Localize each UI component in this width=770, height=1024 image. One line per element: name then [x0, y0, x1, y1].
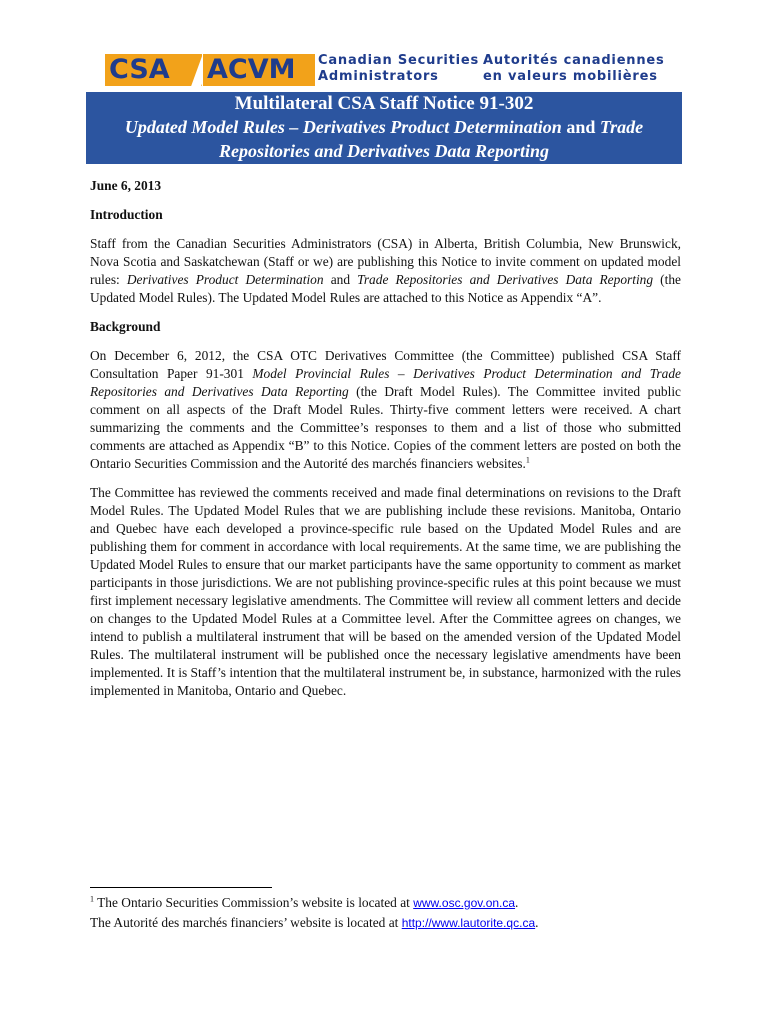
- introduction-heading: Introduction: [90, 207, 163, 222]
- background-text-a: On December 6, 2012, the CSA OTC Derivatives Committee (the Committee) published CSA Staff Consultation Paper 91-301: [90, 348, 681, 381]
- footnote-line-1: [90, 893, 690, 913]
- subtitle-part1: Updated Model Rules – Derivatives Product Determination: [124, 117, 562, 137]
- org-name-english: [318, 53, 479, 85]
- footnote-divider: [90, 887, 272, 888]
- background-heading: Background: [90, 319, 161, 334]
- org-en-line1: Canadian Securities: [318, 53, 480, 68]
- amf-website-link[interactable]: http://www.lautorite.qc.ca: [401, 916, 536, 930]
- footnote-reference[interactable]: 1: [525, 455, 530, 465]
- intro-text-a: Staff from the Canadian Securities Administrators (CSA) in Alberta, British Columbia, New Brunswick, Nova Scotia and Saskatchewan (Staff or we) are publishing this Notice to invite comment on updated model rules:: [90, 236, 681, 287]
- consultation-paper-title: Model Provincial Rules – Derivatives Product Determination and Trade Repositories and Derivatives Data Reporting: [90, 366, 681, 399]
- footnote-line-2: [90, 913, 690, 933]
- osc-website-link[interactable]: www.osc.gov.on.ca: [413, 896, 516, 910]
- background-paragraph-1: [90, 347, 681, 473]
- subtitle-and: and: [561, 117, 600, 137]
- background-paragraph-2: The Committee has reviewed the comments received and made final determinations on revisions to the Draft Model Rules. The Updated Model Rules that we are publishing include these revisions. Manitoba, Ontario and Quebec have each developed a province-specific rule based on the Updated Model Rules and are publishing them for comment in accordance with local requirements. At the same time, we are publishing the Updated Model Rules to ensure that our market participants have the same opportunity to comment as market participants in those jurisdictions. We are not publishing province-specific rules at this point because we must first implement necessary legislative amendments. The Committee will review all comment letters and decide on changes to the Updated Model Rules at a Committee level. After the Committee agrees on changes, we intend to publish a multilateral instrument that will be based on the amended version of the Updated Model Rules. The multilateral instrument will be published once the necessary legislative amendments have been implemented. It is Staff’s intention that the multilateral instrument be, in substance, harmonized with the rules implemented in Manitoba, Ontario and Quebec.: [90, 485, 681, 698]
- notice-date: June 6, 2013: [90, 178, 162, 193]
- org-fr-line2: en valeurs mobilières: [483, 69, 658, 84]
- intro-rule-name-1: Derivatives Product Determination: [126, 272, 324, 287]
- logo-acvm-mark: ACVM: [203, 54, 315, 86]
- footnote-text-1: The Ontario Securities Commission’s website is located at: [94, 895, 414, 910]
- subtitle-part2: Trade Repositories and Derivatives Data Reporting: [219, 117, 644, 161]
- notice-subtitle: [86, 115, 682, 163]
- introduction-paragraph: [90, 235, 681, 307]
- intro-text-c: (the Updated Model Rules). The Updated Model Rules are attached to this Notice as Appendix “A”.: [90, 272, 681, 305]
- logo-csa-mark: CSA: [105, 54, 202, 86]
- footnote-period-2: .: [535, 915, 539, 930]
- org-name-french: [483, 53, 665, 85]
- footnotes: [90, 893, 690, 933]
- footnote-text-2: The Autorité des marchés financiers’ website is located at: [90, 915, 402, 930]
- csa-acvm-logo: [105, 52, 665, 88]
- footnote-marker: 1: [90, 894, 94, 904]
- intro-text-b: and: [323, 272, 358, 287]
- background-text-b: (the Draft Model Rules). The Committee invited public comment on all aspects of the Draft Model Rules. Thirty-five comment letters were received. A chart summarizing the comments and the Committee’s responses to them and a list of those who submitted comments are attached as Appendix “B” to this Notice. Copies of the comment letters are posted on both the Ontario Securities Commission and the Autorité des marchés financiers websites.: [90, 384, 681, 471]
- notice-title: Multilateral CSA Staff Notice 91-302: [234, 93, 534, 114]
- org-en-line2: Administrators: [318, 69, 439, 84]
- intro-rule-name-2: Trade Repositories and Derivatives Data Reporting: [357, 272, 654, 287]
- notice-title-band: [86, 92, 682, 164]
- document-body: [90, 177, 681, 711]
- org-fr-line1: Autorités canadiennes: [483, 53, 665, 68]
- footnote-period-1: .: [515, 895, 519, 910]
